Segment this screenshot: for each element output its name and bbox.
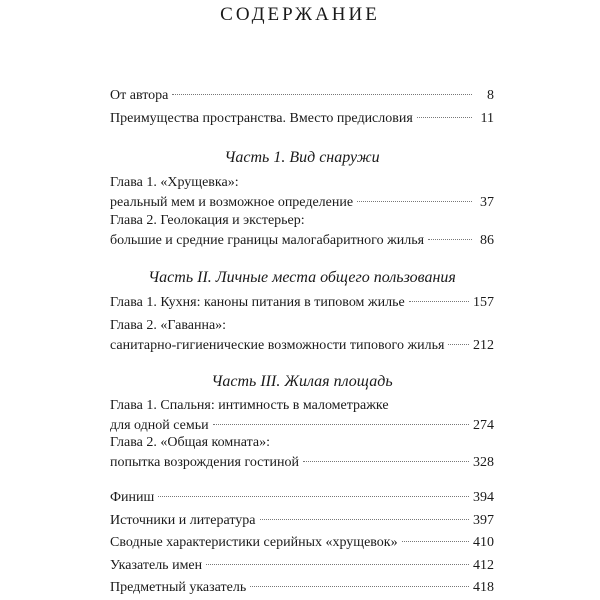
dot-leader — [250, 586, 469, 587]
toc-entry-preface — [110, 109, 494, 129]
toc-entry-page: 212 — [473, 338, 494, 353]
dot-leader — [172, 94, 472, 95]
toc-entry-page: 157 — [473, 295, 494, 310]
dot-leader — [428, 239, 472, 240]
dot-leader — [206, 564, 469, 565]
toc-entry-title: Предметный указатель — [110, 580, 247, 595]
toc-entry-title: Преимущества пространства. Вместо предисловия — [110, 111, 413, 126]
toc-entry-characteristics — [110, 533, 494, 553]
dot-leader — [448, 344, 469, 345]
dot-leader — [357, 201, 472, 202]
toc-entry-page: 86 — [480, 233, 494, 248]
toc-entry-page: 412 — [473, 558, 494, 573]
toc-entry-page: 410 — [473, 535, 494, 550]
toc-entry-page: 274 — [473, 418, 494, 433]
toc-entry-title: Глава 1. Спальня: интимность в малометражке — [110, 398, 389, 413]
toc-entry-page: 37 — [480, 195, 494, 210]
toc-entry-title: Указатель имен — [110, 558, 203, 573]
part-heading-2: Часть II. Личные места общего пользования — [148, 269, 456, 286]
toc-entry-part3-chapter2 — [110, 433, 494, 473]
toc-entry-title: Глава 2. «Общая комната»: — [110, 435, 270, 450]
page-title: СОДЕРЖАНИЕ — [220, 4, 380, 25]
toc-entry-page: 8 — [487, 88, 494, 103]
toc-entry-title: Глава 2. «Гаванна»: — [110, 318, 227, 333]
dot-leader — [260, 519, 469, 520]
toc-entry-title: Источники и литература — [110, 513, 256, 528]
toc-entry-subtitle: большие и средние границы малогабаритного жилья — [110, 233, 425, 248]
toc-entry-page: 328 — [473, 455, 494, 470]
toc-entry-page: 11 — [480, 111, 494, 126]
toc-entry-part1-chapter1 — [110, 173, 494, 213]
toc-entry-title: От автора — [110, 88, 169, 103]
toc-entry-page: 418 — [473, 580, 494, 595]
toc-entry-from-author — [110, 86, 494, 106]
toc-entry-page: 394 — [473, 490, 494, 505]
toc-entry-part2-chapter2 — [110, 316, 494, 356]
dot-leader — [213, 424, 469, 425]
dot-leader — [409, 301, 469, 302]
toc-entry-part2-chapter1 — [110, 293, 494, 313]
toc-entry-finish — [110, 488, 494, 508]
toc-entry-part3-chapter1 — [110, 396, 494, 436]
toc-entry-page: 397 — [473, 513, 494, 528]
toc-entry-title: Финиш — [110, 490, 155, 505]
toc-entry-sources — [110, 511, 494, 531]
part-heading-3: Часть III. Жилая площадь — [211, 373, 393, 390]
toc-entry-subtitle: реальный мем и возможное определение — [110, 195, 354, 210]
dot-leader — [158, 496, 469, 497]
toc-entry-title: Глава 1. «Хрущевка»: — [110, 175, 239, 190]
toc-entry-name-index — [110, 556, 494, 576]
toc-entry-title: Глава 1. Кухня: каноны питания в типовом жилье — [110, 295, 405, 310]
part-heading-1: Часть 1. Вид снаружи — [224, 149, 380, 166]
dot-leader — [417, 117, 472, 118]
toc-entry-part1-chapter2 — [110, 211, 494, 251]
toc-entry-title: Сводные характеристики серийных «хрущевок» — [110, 535, 398, 550]
dot-leader — [303, 461, 469, 462]
toc-entry-subtitle: санитарно-гигиенические возможности типового жилья — [110, 338, 445, 353]
toc-entry-subject-index — [110, 578, 494, 598]
toc-entry-subtitle: для одной семьи — [110, 418, 209, 433]
toc-entry-title: Глава 2. Геолокация и экстерьер: — [110, 213, 305, 228]
dot-leader — [402, 541, 469, 542]
toc-entry-subtitle: попытка возрождения гостиной — [110, 455, 299, 470]
